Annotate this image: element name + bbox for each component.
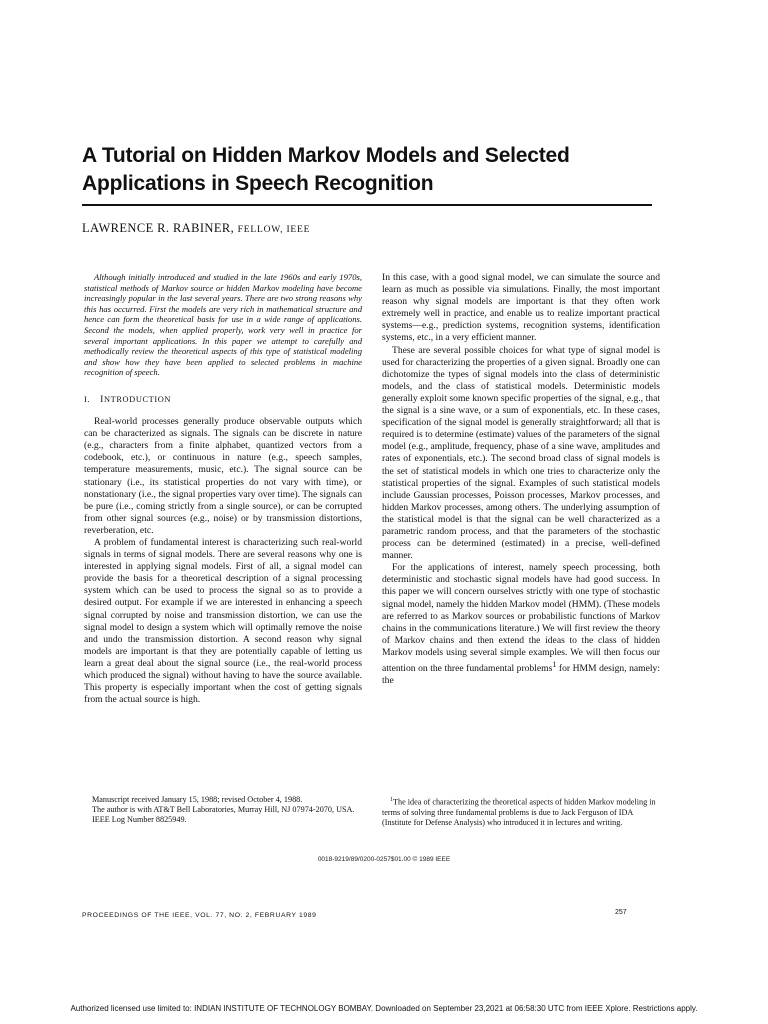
body-paragraph-text: For the applications of interest, namely speech processing, both deterministic and stochastic signal models have had good success. In this paper we will concern ourselves strictly with one type of stochastic signal model, namely the hidden Markov model (HMM). (These models are referred to as Markov sources or probabilistic functions of Markov chains in the communications literature.) We will first review the theory of Markov chains and then extend the ideas to the class of hidden Markov models using several simple examples. We will then focus our attention on the three fundamental problems — [382, 562, 660, 675]
author-membership: FELLOW, IEEE — [237, 225, 311, 235]
footnote-line: Manuscript received January 15, 1988; revised October 4, 1988. — [92, 795, 303, 804]
footnote-line: The author is with AT&T Bell Laboratories, Murray Hill, NJ 07974-2070, USA. — [92, 805, 355, 814]
section-heading — [84, 394, 362, 406]
page-number: 257 — [615, 909, 627, 916]
section-title-initial: I — [100, 393, 104, 405]
title-rule — [82, 204, 652, 206]
paper-title: A Tutorial on Hidden Markov Models and Selected Applications in Speech Recognition — [82, 144, 570, 195]
abstract — [84, 272, 362, 378]
body-paragraph-tail: for HMM design, namely: the — [382, 663, 660, 687]
running-footer: PROCEEDINGS OF THE IEEE, VOL. 77, NO. 2, FEBRUARY 1989 — [82, 912, 317, 919]
body-paragraph-last — [382, 562, 660, 687]
body-paragraph: A problem of fundamental interest is characterizing such real-world signals in terms of signal models. There are several reasons why one is interested in applying signal models. First of all, a signal model can provide the basis for a theoretical description of a signal processing system which can be used to process the signal so as to provide a desired output. For example if we are interested in enhancing a speech signal corrupted by noise and transmission distortion, we can use the signal model to design a system which will optimally remove the noise and undo the transmission distortion. A second reason why signal models are important is that they are potentially capable of letting us learn a great deal about the signal source (i.e., the real-world process which produced the signal) without having to have the source available. This property is especially important when the cost of getting signals from the actual source is high. — [84, 536, 362, 706]
license-notice: Authorized licensed use limited to: INDIAN INSTITUTE OF TECHNOLOGY BOMBAY. Downloaded on September 23,2021 at 06:58:30 UTC from IEEE Xplore. Restrictions apply. — [70, 1004, 698, 1013]
footnote-text: The idea of characterizing the theoretical aspects of hidden Markov modeling in terms of solving three fundamental problems is due to Jack Ferguson of IDA (Institute for Defense Analysis) who introduced it in lectures and writing. — [382, 797, 656, 827]
body-paragraph: Real-world processes generally produce observable outputs which can be characterized as signals. The signals can be discrete in nature (e.g., characters from a finite alphabet, quantized vectors from a codebook, etc.), or continuous in nature (e.g., speech samples, temperature measurements, music, etc.). The signal source can be stationary (i.e., its statistical properties do not vary with time), or nonstationary (i.e., the signal properties vary over time). The signals can be pure (i.e., coming strictly from a single source), or can be corrupted from other signal sources (e.g., noise) or by transmission distortions, reverberation, etc. — [84, 416, 362, 536]
copyright-code: 0018-9219/89/0200-0257$01.00 © 1989 IEEE — [317, 856, 451, 863]
footnote-marker: 1 — [390, 797, 393, 803]
manuscript-footnote — [84, 795, 362, 825]
footnote-line: IEEE Log Number 8825949. — [92, 815, 187, 824]
left-column — [84, 272, 362, 706]
section-title-rest: NTRODUCTION — [103, 394, 172, 404]
section-number: I. — [84, 394, 91, 404]
author-line — [82, 221, 482, 236]
ferguson-footnote — [382, 795, 660, 828]
footnote-ref: 1 — [552, 660, 557, 669]
right-column — [382, 272, 660, 687]
author-name: LAWRENCE R. RABINER, — [82, 221, 235, 235]
footnote-line — [382, 795, 660, 828]
abstract-text: Although initially introduced and studied in the late 1960s and early 1970s, statistical methods of Markov source or hidden Markov modeling have become increasingly popular in the last several years. There are two strong reasons why this has occurred. First the models are very rich in mathematical structure and hence can form the theoretical basis for use in a wide range of applications. Second the models, when applied properly, work very well in practice for several important applications. In this paper we attempt to carefully and methodically review the theoretical aspects of this type of statistical modeling and show how they have been applied to selected problems in machine recognition of speech. — [84, 272, 362, 378]
body-paragraph: In this case, with a good signal model, we can simulate the source and learn as much as possible via simulations. Finally, the most important reason why signal models are important is that they often work extremely well in practice, and enable us to realize important practical systems—e.g., prediction systems, recognition systems, identification systems, etc., in a very efficient manner. — [382, 272, 660, 344]
body-paragraph: These are several possible choices for what type of signal model is used for characterizing the properties of a given signal. Broadly one can dichotomize the types of signal models into the class of deterministic models, and the class of statistical models. Deterministic models generally exploit some known specific properties of the signal, e.g., that the signal is a sine wave, or a sum of exponentials, etc. In these cases, specification of the signal model is generally straightforward; all that is required is to determine (estimate) values of the parameters of the signal model (e.g., amplitude, frequency, phase of a sine wave, amplitudes and rates of exponentials, etc.). The second broad class of signal models is the set of statistical models in which one tries to characterize only the statistical properties of the signal. Examples of such statistical models include Gaussian processes, Poisson processes, Markov processes, and hidden Markov processes, among others. The underlying assumption of the statistical model is that the signal can be well characterized as a parametric random process, and that the parameters of the stochastic process can be determined (estimated) in a precise, well-defined manner. — [382, 344, 660, 562]
